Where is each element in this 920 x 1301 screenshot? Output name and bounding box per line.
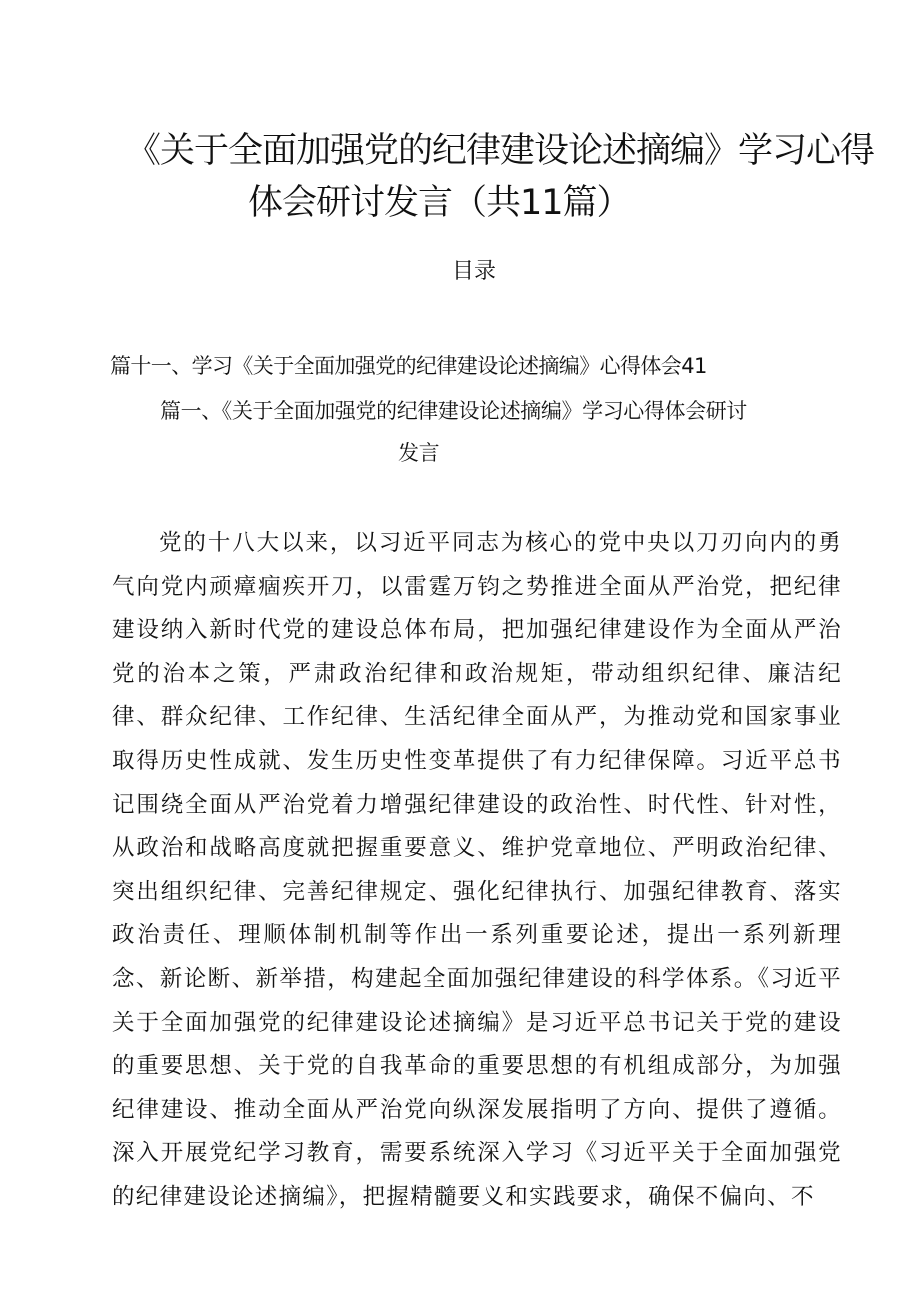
document-title-line-1: 《关于全面加强党的纪律建设论述摘编》学习心得	[126, 131, 875, 171]
toc-item: 篇十一、学习《关于全面加强党的纪律建设论述摘编》心得体会41	[110, 354, 707, 378]
body-paragraph: 党的十八大以来，以习近平同志为核心的党中央以刀刃向内的勇气向党内顽瘴痼疾开刀，以雷霆万钧之势推进全面从严治党，把纪律建设纳入新时代党的建设总体布局，把加强纪律建设作为全面从严治党的治本之策，严肃政治纪律和政治规矩，带动组织纪律、廉洁纪律、群众纪律、工作纪律、生活纪律全面从严，为推动党和国家事业取得历史性成就、发生历史性变革提供了有力纪律保障。习近平总书记围绕全面从严治党着力增强纪律建设的政治性、时代性、针对性，从政治和战略高度就把握重要意义、维护党章地位、严明政治纪律、突出组织纪律、完善纪律规定、强化纪律执行、加强纪律教育、落实政治责任、理顺体制机制等作出一系列重要论述，提出一系列新理念、新论断、新举措，构建起全面加强纪律建设的科学体系。《习近平关于全面加强党的纪律建设论述摘编》是习近平总书记关于党的建设的重要思想、关于党的自我革命的重要思想的有机组成部分，为加强纪律建设、推动全面从严治党向纵深发展指明了方向、提供了遵循。深入开展党纪学习教育，需要系统深入学习《习近平关于全面加强党的纪律建设论述摘编》，把握精髓要义和实践要求，确保不偏向、不	[112, 530, 842, 1210]
toc-heading: 目录	[452, 259, 497, 284]
section-heading-line-2: 发言	[398, 441, 440, 465]
section-heading-line-1: 篇一、《关于全面加强党的纪律建设论述摘编》学习心得体会研讨	[160, 399, 747, 423]
document-title-line-2: 体会研讨发言（共11篇）	[248, 183, 631, 223]
